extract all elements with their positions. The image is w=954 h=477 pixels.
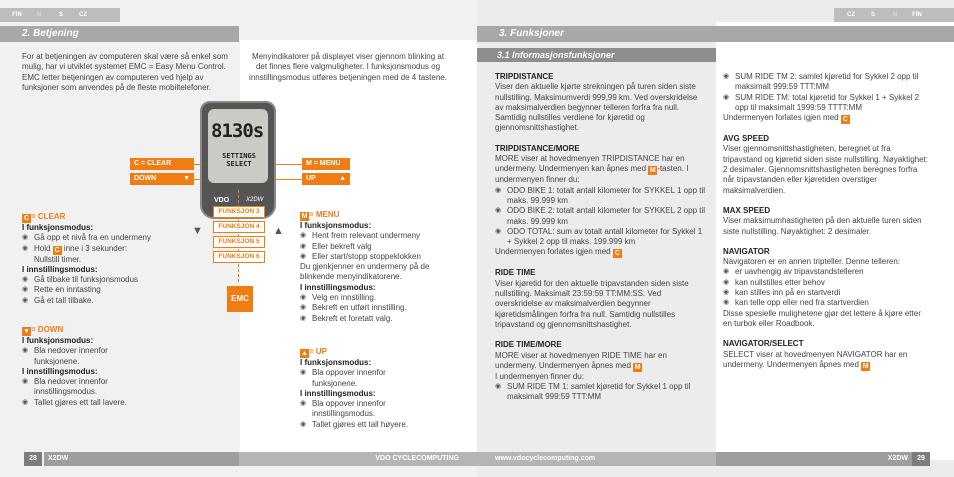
col1-text: TRIPDISTANCE Viser den aktuelle kjørte strekningen på turen siden siste nullstilling. Maksimumverdi 999,99 km. Ved overskridelse av maksimalverdien begynner telleren forfra fra null. Samtidig nullstilles verdiene for kjøretid og gjennomsnittshastighet. TRIPDISTANCE/MORE MORE viser at hovedmenyen TRIPDISTANCE har en undermeny. Undermenyen kan åpnes med M -tasten. I undermenyen finner du: ◉ ODO BIKE 1: totalt antall kilometer for SYKKEL 1 opp til maks. 99.999 km ◉ ODO BIKE 2: totalt antall kilometer for SYKKEL 2 opp til maks. 99.999 km ◉ ODO TOTAL: sum av totalt antall kilometer for Sykkel 1 + Sykkel 2 opp til maks. 199.999 km Undermenyen forlates igjen med C RIDE TIME Viser kjøretid for den aktuelle tripavstanden siden siste nullstilling. Maksimalt 23:59:59 TT:MM:SS. Ved overskridelse av maksimalverdien begynner kjøretidsmålingen forfra fra null. Samtidig nullstilles tripavstand og gjennomsnittshastighet. RIDE TIME/MORE MORE viser at hovedmenyen RIDE TIME har en undermeny. Undermenyen åpnes med M I undermenyen finner du: ◉ SUM RIDE TM 1: samlet kjøretid for Sykkel 1 opp til maksimalt 999:59 TTT:MM — [495, 72, 705, 403]
right-page — [477, 0, 954, 477]
list-item: ◉ Eller start/stopp stoppeklokken — [300, 252, 470, 262]
list-item: ◉ Bla oppover innenfor innstillingsmodus. — [300, 399, 430, 420]
list-item: ◉ kan telle opp eller ned fra startverdien — [723, 298, 928, 308]
down-key-icon: ▼ — [23, 328, 30, 335]
intro-text: For at betjeningen av computeren skal være så enkel som mulig, har vi utviklet systemet EMC = Easy Menu Control. EMC letter betjeningen av computeren ved hjelp av funksjoner som anvendes på de fleste mobiltelefoner. — [22, 52, 228, 92]
list-item: ◉ SUM RIDE TM 2: samlet kjøretid for Sykkel 2 opp til maksimalt 999:59 TTT:MM — [723, 72, 928, 93]
c-clear-label: C = CLEAR — [130, 158, 194, 170]
section-title: 2. Betjening — [0, 26, 239, 42]
list-item: ◉ ODO BIKE 2: totalt antall kilometer for SYKKEL 2 opp til maks. 99.999 km — [495, 206, 705, 227]
connector-line — [194, 179, 202, 180]
funksjon-4: FUNKSJON 4 — [213, 221, 265, 233]
list-item: ◉ Tallet gjøres ett tall lavere. — [22, 398, 132, 408]
lang-cz: CZ — [79, 12, 87, 18]
connector-line — [276, 164, 302, 165]
emc-logo: EMC — [227, 286, 253, 312]
list-item: ◉ SUM RIDE TM 1: samlet kjøretid for Sykkel 1 opp til maksimalt 999:59 TTT:MM — [495, 382, 705, 403]
list-item: ◉ Gå et tall tilbake. — [22, 296, 192, 306]
footer-model: X2DW — [44, 452, 239, 466]
connector-line — [276, 179, 302, 180]
section-title: 3. Funksjoner — [477, 26, 954, 42]
up-key-icon: ▲ — [301, 350, 308, 357]
device-screen — [208, 109, 268, 183]
lang-bar-left — [0, 8, 120, 22]
page-number-right: 29 — [912, 452, 930, 466]
list-item: ◉ Rette en inntasting — [22, 285, 192, 295]
list-item: ◉ kan nullstilles etter behov — [723, 278, 928, 288]
list-item: ◉ Gå tilbake til funksjonsmodus — [22, 275, 192, 285]
down-label: DOWN ▼ — [130, 173, 194, 185]
footer-url: www.vdocyclecomputing.com — [477, 452, 716, 466]
intro-text-2: Menyindikatorer på displayet viser gjennom blinking at det finnes flere valgmuligheter. I funksjonsmodus og innstillingsmodus utføres betjeningen med de 4 tastene. — [249, 52, 447, 82]
footer-brand: VDO CYCLECOMPUTING — [239, 452, 477, 466]
funksjon-5: FUNKSJON 5 — [213, 236, 265, 248]
list-item: ◉ ODO BIKE 1: totalt antall kilometer for SYKKEL 1 opp til maks. 99.999 km — [495, 186, 705, 207]
c-key-icon: C — [23, 215, 30, 222]
up-block: ▲= UP I funksjonsmodus: ◉ Bla oppover innenfor funksjonene. I innstillingsmodus: ◉ Bla oppover innenfor innstillingsmodus. ◉ Tallet gjøres ett tall høyere. — [300, 347, 430, 430]
down-block: ▼= DOWN I funksjonsmodus: ◉ Bla nedover innenfor funksjonene. I innstillingsmodus: ◉ Bla nedover innenfor innstillingsmodus. ◉ Tallet gjøres ett tall lavere. — [22, 325, 132, 408]
funksjon-3: FUNKSJON 3 — [213, 206, 265, 218]
list-item: ◉ Hold C inne i 3 sekunder: Nullstill timer. — [22, 244, 192, 265]
list-item: ◉ Gå opp et nivå fra en undermeny — [22, 233, 192, 243]
lang-cz: CZ — [847, 12, 855, 18]
lang-s: S — [870, 12, 875, 18]
list-item: ◉ Hent frem relevant undermeny — [300, 231, 470, 241]
up-triangle-icon: ▲ — [339, 175, 346, 182]
scroll-up-icon: ▲ — [273, 225, 284, 237]
scroll-down-icon: ▼ — [192, 225, 203, 237]
page-number-left: 28 — [24, 452, 42, 466]
funksjon-6: FUNKSJON 6 — [213, 251, 265, 263]
down-triangle-icon: ▼ — [183, 175, 190, 182]
device-model: X2DW — [246, 197, 264, 203]
lang-fin: FIN — [912, 12, 922, 18]
list-item: ◉ Bekreft en utført innstilling. — [300, 303, 470, 313]
lang-s: S — [58, 12, 63, 18]
list-item: ◉ Bla nedover innenfor funksjonene. — [22, 346, 132, 367]
list-item: ◉ Tallet gjøres ett tall høyere. — [300, 420, 430, 430]
list-item: ◉ Bla oppover innenfor funksjonene. — [300, 368, 430, 389]
list-item: ◉ Velg en innstilling. — [300, 293, 470, 303]
connector-line — [194, 164, 202, 165]
lang-n: N — [36, 12, 42, 18]
list-item: ◉ Eller bekreft valg — [300, 242, 470, 252]
m-menu-block: M = MENU I funksjonsmodus: ◉ Hent frem relevant undermeny ◉ Eller bekreft valg ◉ Eller start/stopp stoppeklokken Du gjenkjenner en undermeny på de blinkende menyindikatorene. I innstillingsmodus: ◉ Velg en innstilling. ◉ Bekreft en utført innstilling. ◉ Bekreft et foretatt valg. — [300, 210, 470, 324]
up-label: UP ▲ — [302, 173, 350, 185]
subsection-title: 3.1 Informasjonsfunksjoner — [477, 48, 716, 62]
c-clear-block: C = CLEAR I funksjonsmodus: ◉ Gå opp et nivå fra en undermeny ◉ Hold C inne i 3 sekunder: Nullstill timer. I innstillingsmodus: ◉ Gå tilbake til funksjonsmodus ◉ Rette en inntasting ◉ Gå et tall tilbake. — [22, 212, 192, 306]
m-menu-label: M = MENU — [302, 158, 350, 170]
m-key-icon: M — [301, 213, 308, 220]
list-item: ◉ Bekreft et foretatt valg. — [300, 314, 470, 324]
device-brand: VDO — [214, 197, 230, 204]
list-item: ◉ kan stilles inn på en startverdi — [723, 288, 928, 298]
list-item: ◉ er uavhengig av tripavstandstelleren — [723, 267, 928, 277]
list-item: ◉ SUM RIDE TM: total kjøretid for Sykkel 1 + Sykkel 2 opp til maksimalt 1999:59 TTTT:MM — [723, 93, 928, 114]
lang-fin: FIN — [12, 12, 22, 18]
display-digits: 8130s — [211, 120, 264, 142]
list-item: ◉ ODO TOTAL: sum av totalt antall kilometer for Sykkel 1 + Sykkel 2 opp til maks. 199.999 km — [495, 227, 705, 248]
col2-text: ◉ SUM RIDE TM 2: samlet kjøretid for Sykkel 2 opp til maksimalt 999:59 TTT:MM ◉ SUM RIDE TM: total kjøretid for Sykkel 1 + Sykkel 2 opp til maksimalt 1999:59 TTTT:MM Undermenyen forlates igjen med C AVG SPEED Viser gjennomsnittshastigheten, beregnet ut fra tripavstand og kjøretid siden siste nullstilling. Nøyaktighet: 2 desimaler. Gjennomsnittshastigheten beregnes forfra når tripavstanden eller kjøretiden overstiger maksimalverdien. MAX SPEED Viser maksimumhastigheten på den aktuelle turen siden siste nullstilling. Nøyaktighet: 2 desimaler. NAVIGATOR Navigatoren er en annen tripteller. Denne telleren: ◉ er uavhengig av tripavstandstelleren ◉ kan nullstilles etter behov ◉ kan stilles inn på en startverdi ◉ kan telle opp eller ned fra startverdien Disse spesielle mulighetene gjør det lettere å kjøre etter en turbok eller Roadbook. NAVIGATOR/SELECT SELECT viser at hovedmenyen NAVIGATOR har en undermeny. Undermenyen åpnes med M — [723, 72, 928, 371]
lang-n: N — [892, 12, 898, 18]
display-sub: SETTINGS SELECT — [222, 152, 256, 168]
footer-model: X2DW — [716, 452, 912, 466]
lang-bar-right — [477, 8, 954, 22]
list-item: ◉ Bla nedover innenfor innstillingsmodus. — [22, 377, 132, 398]
